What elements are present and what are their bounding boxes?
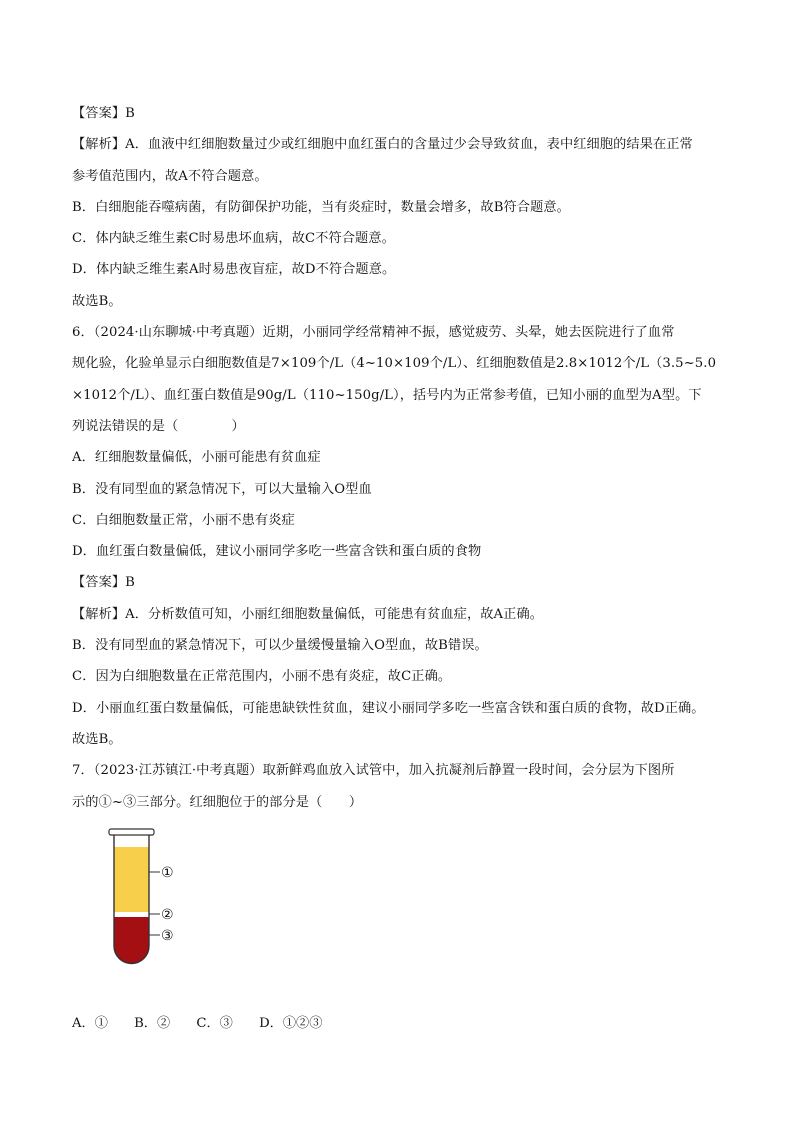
question-6-stem: 6．（2024·山东聊城·中考真题）近期，小丽同学经常精神不振，感觉疲劳、头晕，她去医院进行了血常 <box>72 325 675 341</box>
test-tube-diagram <box>104 826 204 971</box>
answer-label: 【答案】B <box>72 106 135 121</box>
question-7-stem: 示的①~③三部分。红细胞位于的部分是（ ） <box>72 794 363 810</box>
analysis-line: D．小丽血红蛋白数量偏低，可能患缺铁性贫血，建议小丽同学多吃一些富含铁和蛋白质的食物，故D正确。 <box>72 700 705 716</box>
white-cell-layer <box>114 912 149 917</box>
document-body <box>72 98 732 818</box>
analysis-line: B．白细胞能吞噬病菌，有防御保护功能，当有炎症时，数量会增多，故B符合题意。 <box>72 199 570 215</box>
label-1: ① <box>161 865 174 881</box>
question-7-option-c: C．③ <box>196 1016 233 1031</box>
analysis-line: B．没有同型血的紧急情况下，可以少量缓慢量输入O型血，故B错误。 <box>72 638 488 654</box>
analysis-line: D．体内缺乏维生素A时易患夜盲症，故D不符合题意。 <box>72 262 396 278</box>
question-6-stem: ×1012个/L）、血红蛋白数值是90g/L（110~150g/L），括号内为正常参考值，已知小丽的血型为A型。下 <box>72 387 702 403</box>
answer-label: 【答案】B <box>72 575 135 591</box>
question-7-option-a: A．① <box>72 1016 108 1031</box>
tube-lip <box>109 829 154 835</box>
red-cell-layer <box>114 917 149 964</box>
conclusion-line: 故选B。 <box>72 731 122 747</box>
test-tube-figure <box>104 826 204 971</box>
label-3: ③ <box>161 928 174 944</box>
plasma-layer <box>114 847 149 912</box>
question-7-options <box>72 1012 344 1036</box>
question-6-stem: 规化验，化验单显示白细胞数值是7×109个/L（4~10×109个/L）、红细胞数值是2.8×1012个/L（3.5~5.0 <box>72 356 717 372</box>
analysis-line: C．因为白细胞数量在正常范围内，小丽不患有炎症，故C正确。 <box>72 669 452 685</box>
analysis-line: 【解析】A．血液中红细胞数量过少或红细胞中血红蛋白的含量过少会导致贫血，表中红细胞的结果在正常 <box>72 137 693 153</box>
question-6-option-c: C．白细胞数量正常，小丽不患有炎症 <box>72 512 295 528</box>
question-7-stem: 7．（2023·江苏镇江·中考真题）取新鲜鸡血放入试管中，加入抗凝剂后静置一段时间，会分层为下图所 <box>72 763 675 779</box>
analysis-line: 参考值范围内，故A不符合题意。 <box>72 168 268 184</box>
conclusion-line: 故选B。 <box>72 293 122 309</box>
question-6-option-b: B．没有同型血的紧急情况下，可以大量输入O型血 <box>72 481 372 497</box>
question-7-option-b: B．② <box>134 1016 171 1031</box>
label-2: ② <box>161 907 174 923</box>
question-6-option-a: A．红细胞数量偏低，小丽可能患有贫血症 <box>72 450 321 466</box>
analysis-line: C．体内缺乏维生素C时易患坏血病，故C不符合题意。 <box>72 231 395 247</box>
question-6-option-d: D．血红蛋白数量偏低，建议小丽同学多吃一些富含铁和蛋白质的食物 <box>72 544 482 560</box>
analysis-line: 【解析】A．分析数值可知，小丽红细胞数量偏低，可能患有贫血症，故A正确。 <box>72 606 544 622</box>
question-6-stem: 列说法错误的是（ ） <box>72 418 245 434</box>
question-7-option-d: D．①②③ <box>259 1016 323 1031</box>
